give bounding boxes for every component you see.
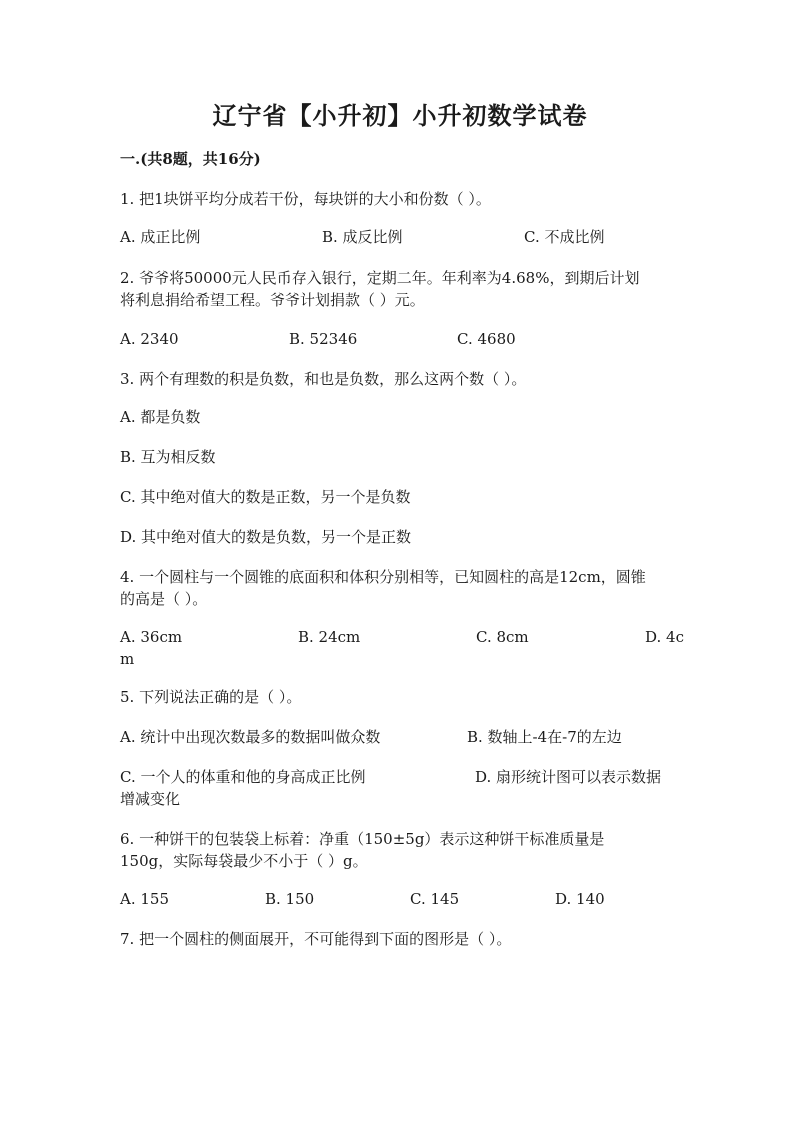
question-6-option-b: B. 150 <box>265 890 315 908</box>
question-2-option-b: B. 52346 <box>289 330 358 348</box>
question-6-stem-line2: 150g，实际每袋最少不小于（ ）g。 <box>120 852 368 870</box>
question-5-option-c: C. 一个人的体重和他的身高成正比例 <box>120 768 366 786</box>
question-6-option-a: A. 155 <box>120 890 169 908</box>
question-1-option-b: B. 成反比例 <box>322 228 403 246</box>
question-7-stem: 7. 把一个圆柱的侧面展开，不可能得到下面的图形是（ ）。 <box>120 930 512 948</box>
question-1-stem: 1. 把1块饼平均分成若干份，每块饼的大小和份数（ ）。 <box>120 190 491 208</box>
section-heading: 一.(共8题，共16分) <box>120 150 261 168</box>
question-3-option-c: C. 其中绝对值大的数是正数，另一个是负数 <box>120 488 411 506</box>
question-4-option-d-wrap: m <box>120 650 135 668</box>
question-3-option-a: A. 都是负数 <box>120 408 201 426</box>
question-5-option-a: A. 统计中出现次数最多的数据叫做众数 <box>120 728 381 746</box>
question-3-stem: 3. 两个有理数的积是负数，和也是负数，那么这两个数（ ）。 <box>120 370 527 388</box>
question-4-option-d: D. 4c <box>645 628 684 646</box>
page-title: 辽宁省【小升初】小升初数学试卷 <box>212 101 588 130</box>
question-4-option-c: C. 8cm <box>476 628 529 646</box>
question-1-option-a: A. 成正比例 <box>120 228 201 246</box>
question-5-option-d-wrap: 增减变化 <box>120 790 181 808</box>
question-6-option-c: C. 145 <box>410 890 460 908</box>
question-5-option-d: D. 扇形统计图可以表示数据 <box>475 768 662 786</box>
question-1-option-c: C. 不成比例 <box>524 228 605 246</box>
question-3-option-d: D. 其中绝对值大的数是负数，另一个是正数 <box>120 528 412 546</box>
question-4-option-a: A. 36cm <box>120 628 183 646</box>
question-2-option-a: A. 2340 <box>120 330 179 348</box>
question-6-option-d: D. 140 <box>555 890 605 908</box>
question-4-option-b: B. 24cm <box>298 628 361 646</box>
question-6-stem-line1: 6. 一种饼干的包装袋上标着：净重（150±5g）表示这种饼干标准质量是 <box>120 830 605 848</box>
question-4-stem-line1: 4. 一个圆柱与一个圆锥的底面积和体积分别相等，已知圆柱的高是12cm，圆锥 <box>120 568 646 586</box>
question-5-option-b: B. 数轴上-4在-7的左边 <box>467 728 622 746</box>
question-4-stem-line2: 的高是（ ）。 <box>120 590 208 608</box>
question-2-option-c: C. 4680 <box>457 330 516 348</box>
question-2-stem-line1: 2. 爷爷将50000元人民币存入银行，定期二年。年利率为4.68%，到期后计划 <box>120 269 640 287</box>
question-5-stem: 5. 下列说法正确的是（ ）。 <box>120 688 302 706</box>
question-2-stem-line2: 将利息捐给希望工程。爷爷计划捐款（ ）元。 <box>120 291 425 309</box>
question-3-option-b: B. 互为相反数 <box>120 448 216 466</box>
